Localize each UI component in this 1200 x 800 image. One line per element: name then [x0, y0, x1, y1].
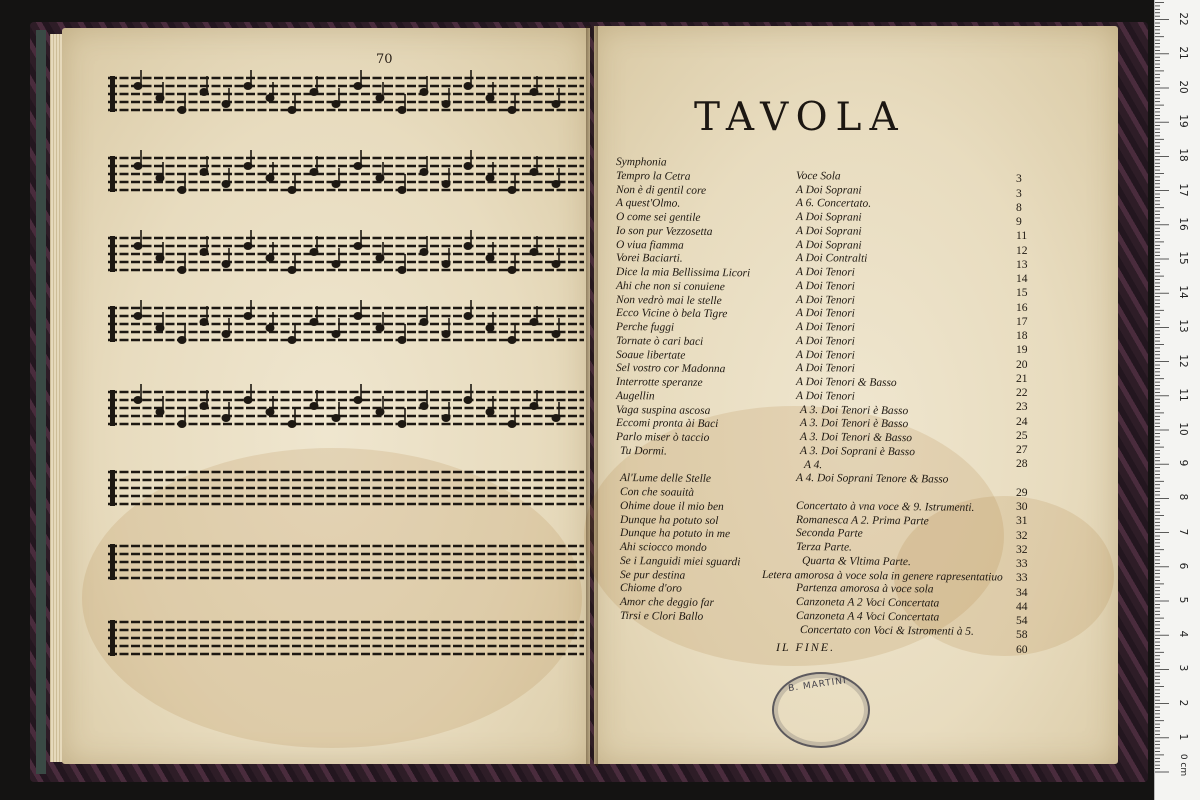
- toc-entry-title: Con che soauità: [619, 486, 695, 499]
- toc-entry-page: 28: [1016, 457, 1028, 471]
- toc-entry-page: 21: [1016, 371, 1028, 385]
- ruler-number: 15: [1177, 251, 1189, 265]
- toc-entry-title: Parlo miser ò taccio: [615, 431, 710, 444]
- toc-entry-page: 58: [1016, 628, 1028, 642]
- toc-entry-voice: Seconda Parte: [795, 527, 863, 540]
- toc-entry-title: Chiome d'oro: [619, 582, 682, 595]
- toc-entry-page: 8: [1016, 200, 1022, 214]
- toc-entry-page: 13: [1016, 257, 1028, 271]
- toc-entry-voice: A Doi Soprani: [795, 238, 862, 252]
- ruler-number: 22: [1177, 11, 1189, 26]
- toc-entry-page: 20: [1016, 357, 1028, 371]
- cover-spine-edge: [36, 30, 46, 774]
- toc-entry-voice: A Doi Tenori: [795, 348, 855, 362]
- ruler-number: 16: [1177, 217, 1189, 231]
- ruler-number: 3: [1177, 665, 1189, 672]
- closing-text: IL FINE.: [776, 640, 836, 654]
- toc-entry-page: 12: [1016, 243, 1028, 257]
- toc-entry-page: 33: [1016, 571, 1028, 585]
- toc-entry-voice: A Doi Tenori: [795, 334, 855, 348]
- ruler-number: 18: [1177, 148, 1189, 163]
- toc-entry-voice: Voce Sola: [795, 169, 841, 183]
- stamp-lettering: B. MARTINI: [787, 675, 848, 695]
- toc-entry-title: Sel vostro cor Madonna: [615, 362, 726, 376]
- page-number: 70: [376, 52, 393, 67]
- ruler-number: 20: [1177, 80, 1189, 94]
- toc-entry-voice: Letera amorosa à voce sola in genere rapresentatiuo: [761, 568, 1003, 584]
- toc-entry-page: 32: [1016, 528, 1028, 542]
- toc-entry-voice: A 4.: [803, 458, 823, 471]
- toc-entry-page: 27: [1016, 443, 1028, 456]
- page-title: TAVOLA: [694, 95, 906, 140]
- ruler-number: 8: [1177, 494, 1189, 501]
- toc-entry-page: 3: [1016, 172, 1022, 186]
- ruler-number: 17: [1177, 182, 1189, 197]
- music-staff: [108, 228, 584, 280]
- music-staff: [108, 148, 584, 200]
- toc-entry-page: 18: [1016, 329, 1028, 342]
- toc-entry-voice: Romanesca A 2. Prima Parte: [795, 513, 929, 527]
- toc-entry-title: O viua fiamma: [615, 238, 684, 252]
- toc-entry-page: 14: [1016, 272, 1028, 285]
- ruler-number: 2: [1177, 699, 1189, 706]
- music-staff: [108, 462, 584, 514]
- toc-entry-title: Dice la mia Bellissima Licori: [615, 266, 751, 280]
- toc-entry-voice: Canzoneta A 4 Voci Concertata: [795, 609, 940, 624]
- toc-entry-voice: A 3. Doi Tenori è Basso: [799, 403, 909, 417]
- toc-entry-title: Amor che deggio far: [619, 596, 715, 609]
- toc-entry-title: Tempro la Cetra: [615, 169, 691, 183]
- toc-entry-page: 60: [1016, 642, 1028, 656]
- toc-entry-page: 3: [1016, 186, 1022, 200]
- music-staff: [108, 612, 584, 664]
- toc-entry-voice: A 3. Doi Tenori & Basso: [799, 431, 913, 445]
- toc-entry-page: 24: [1016, 414, 1028, 428]
- library-stamp: [772, 672, 870, 748]
- toc-entry-voice: A 3. Doi Tenori è Basso: [799, 417, 909, 431]
- toc-entry-title: Symphonia: [615, 156, 667, 169]
- ruler-number: 6: [1177, 562, 1189, 570]
- toc-entry-title: Augellin: [615, 389, 655, 403]
- ruler-number: 5: [1177, 596, 1189, 604]
- toc-entry-page: 30: [1016, 500, 1028, 513]
- music-staff: [108, 298, 584, 350]
- toc-entry-voice: A 6. Concertato.: [795, 197, 872, 211]
- toc-entry-page: 44: [1016, 599, 1028, 613]
- toc-entry-title: Al'Lume delle Stelle: [619, 472, 712, 486]
- toc-entry-title: Ecco Vicine ò bela Tigre: [615, 307, 728, 321]
- toc-entry-title: Soaue libertate: [615, 348, 686, 362]
- toc-entry-voice: Concertato à vna voce & 9. Istrumenti.: [795, 499, 975, 514]
- toc-entry-page: 31: [1016, 514, 1028, 528]
- toc-entry-voice: A Doi Tenori: [795, 279, 855, 293]
- ruler-number: 9: [1177, 459, 1189, 467]
- toc-entry-title: Vorei Baciarti.: [615, 252, 683, 265]
- toc-entry-title: Vaga suspina ascosa: [615, 403, 711, 417]
- toc-entry-title: Dunque ha potuto in me: [619, 527, 731, 541]
- toc-entry-page: 33: [1016, 557, 1028, 570]
- ruler-number: 1: [1177, 733, 1189, 741]
- ruler-number: 4: [1177, 630, 1189, 638]
- toc-entry-page: 22: [1016, 386, 1028, 399]
- ruler-number: 19: [1177, 114, 1189, 128]
- toc-entry-title: Interrotte speranze: [615, 376, 703, 389]
- toc-entry-page: 11: [1016, 229, 1028, 243]
- toc-entry-voice: Canzoneta A 2 Voci Concertata: [795, 596, 940, 610]
- toc-entry-title: Se pur destina: [619, 568, 686, 582]
- toc-entry-title: Se i Languidi miei sguardi: [619, 554, 741, 569]
- toc-entry-title: Io son pur Vezzosetta: [615, 224, 713, 238]
- toc-entry-voice: A Doi Contralti: [795, 252, 868, 265]
- ruler-number: 21: [1177, 46, 1189, 60]
- music-staff: [108, 68, 584, 120]
- toc-entry-title: Ahi sciocco mondo: [619, 541, 707, 554]
- toc-entry-page: 9: [1016, 215, 1022, 228]
- toc-entry-title: Dunque ha potuto sol: [619, 513, 719, 527]
- toc-entry-voice: Terza Parte.: [795, 541, 852, 554]
- ruler-number: 7: [1177, 528, 1189, 535]
- toc-entry-title: A quest'Olmo.: [615, 197, 681, 210]
- toc-entry-page: 15: [1016, 286, 1028, 300]
- ruler-number: 10: [1177, 422, 1189, 436]
- toc-entry-title: Tu Dormi.: [619, 444, 667, 458]
- toc-entry-voice: A Doi Tenori: [795, 293, 855, 307]
- ruler-unit: 0 cm: [1178, 753, 1189, 777]
- toc-entry-page: 17: [1016, 314, 1028, 328]
- toc-entry-voice: A Doi Tenori: [795, 389, 855, 403]
- music-staff: [108, 536, 584, 588]
- toc-entry-voice: Concertato con Voci & Istromenti à 5.: [799, 623, 974, 638]
- toc-entry-page: 19: [1016, 343, 1028, 357]
- toc-entry-voice: A Doi Tenori: [795, 307, 855, 320]
- toc-entry-title: Tirsi e Clori Ballo: [619, 609, 704, 623]
- toc-entry-title: Non vedrò mai le stelle: [615, 293, 722, 307]
- toc-entry-title: Tornate ò cari baci: [615, 334, 704, 348]
- toc-entry-page: 34: [1016, 585, 1028, 599]
- toc-entry-page: 32: [1016, 542, 1028, 556]
- toc-entry-voice: A Doi Soprani: [795, 183, 862, 197]
- toc-entry-page: 54: [1016, 614, 1028, 627]
- toc-entry-voice: A 3. Doi Soprani è Basso: [799, 444, 916, 458]
- toc-entry-voice: A Doi Soprani: [795, 224, 862, 238]
- toc-entry-page: 29: [1016, 485, 1028, 499]
- toc-entry-voice: A Doi Tenori: [795, 362, 855, 375]
- toc-entry-page: 23: [1016, 400, 1028, 414]
- toc-entry-page: 25: [1016, 428, 1028, 442]
- toc-entry-page: 16: [1016, 300, 1028, 314]
- music-staff: [108, 382, 584, 434]
- toc-entry-voice: Quarta & Vltima Parte.: [801, 554, 911, 568]
- ruler-number: 14: [1177, 285, 1189, 299]
- ruler-number: 12: [1177, 353, 1189, 368]
- toc-entry-title: Eccomi pronta ài Baci: [615, 417, 719, 431]
- toc-entry-voice: Partenza amorosa à voce sola: [795, 582, 934, 596]
- toc-entry-title: Ahi che non si conuiene: [615, 279, 725, 293]
- toc-entry-voice: A Doi Tenori: [795, 266, 855, 279]
- toc-entry-voice: A Doi Tenori & Basso: [795, 376, 897, 390]
- toc-entry-voice: A Doi Soprani: [795, 211, 862, 224]
- toc-entry-voice: A Doi Tenori: [795, 321, 855, 334]
- toc-entry-title: O come sei gentile: [615, 211, 701, 224]
- ruler-number: 13: [1177, 319, 1189, 334]
- toc-entry-title: Ohime doue il mio ben: [619, 499, 724, 513]
- toc-entry-voice: A 4. Doi Soprani Tenore & Basso: [795, 472, 949, 486]
- toc-entry-title: Non è di gentil core: [615, 183, 707, 197]
- toc-entry-title: Perche fuggi: [615, 321, 675, 334]
- book-gutter: [586, 26, 598, 766]
- ruler-number: 11: [1177, 388, 1189, 402]
